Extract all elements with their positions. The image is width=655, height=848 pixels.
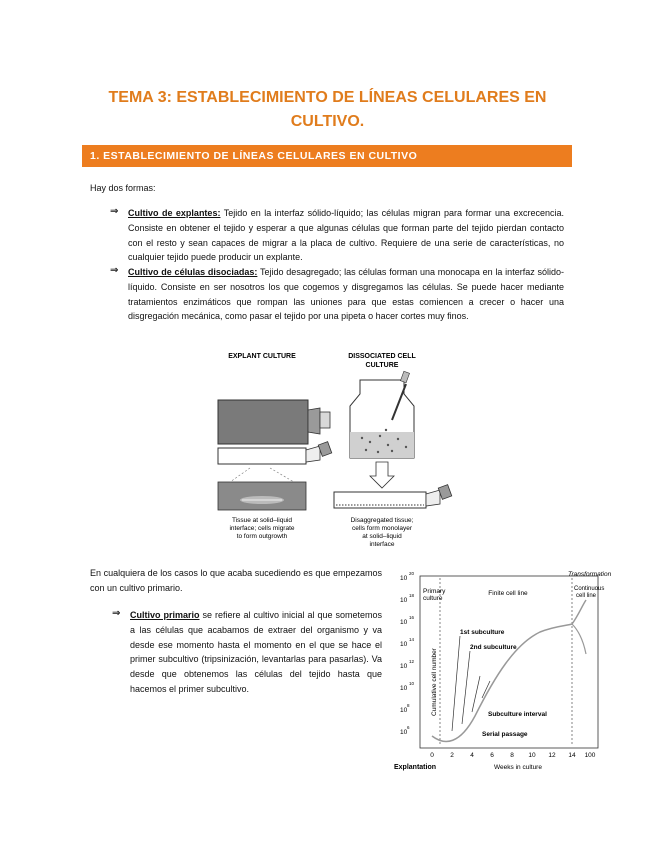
y-tick-base: 10 [400, 575, 408, 582]
x-axis-label: Weeks in culture [494, 764, 542, 771]
caption-line: Disaggregated tissue; [350, 517, 414, 524]
y-tick-exp: 12 [409, 659, 415, 664]
dissociated-flask-side [334, 485, 452, 508]
y-tick-base: 10 [400, 619, 408, 626]
x-tick: 14 [568, 752, 576, 759]
primary-culture-label [423, 588, 446, 602]
growth-curve [432, 600, 586, 741]
x-tick: 12 [548, 752, 556, 759]
down-arrow-icon [370, 462, 394, 488]
x-tick: 0 [430, 752, 434, 759]
section-heading: 1. ESTABLECIMIENTO DE LÍNEAS CELULARES EN CULTIVO [82, 145, 572, 167]
y-tick-exp: 10 [409, 681, 415, 686]
bullet-text: Tejido en la interfaz sólido-líquido; las células migran para formar una excrecencia. Consiste en obtener el tejido y esperar a que algunas células que forman parte del tejido pierdan contacto con el resto y sean capaces de migrar a la placa de cultivo. Requiere de una serie de características, no cualquier tejido puede producir un explante. [128, 208, 564, 263]
y-tick-base: 10 [400, 729, 408, 736]
x-tick: 4 [470, 752, 474, 759]
bullet-text: se refiere al cultivo inicial al que sometemos a las células que acabamos de extraer del organismo y va desde ese momento hasta el momento en el que se hace el primer subcultivo (tripsinización, levantarlas para pasarlas). Va desde que obtenemos las células del tejido hasta que hacemos el primer subcultivo. [130, 610, 382, 694]
caption-line: Tissue at solid–liquid [231, 517, 293, 524]
label-line: Primary [423, 588, 446, 595]
second-subculture-label: 2nd subculture [470, 644, 517, 651]
fig1-label-left: EXPLANT CULTURE [228, 353, 296, 360]
y-tick-base: 10 [400, 597, 408, 604]
y-tick-exp: 18 [409, 593, 415, 598]
explant-flask-side [218, 442, 332, 464]
x-tick: 8 [510, 752, 514, 759]
arrow-bullet-icon: ⇒ [110, 206, 119, 217]
caption-line: at solid–liquid [362, 533, 402, 540]
y-axis-ticks [400, 571, 415, 736]
arrow-bullet-icon: ⇒ [110, 265, 119, 276]
label-line: culture [423, 595, 443, 602]
y-tick-base: 10 [400, 685, 408, 692]
page-title: TEMA 3: ESTABLECIMIENTO DE LÍNEAS CELULARES EN CULTIVO. [108, 89, 547, 130]
continuous-cell-line-label [574, 586, 604, 599]
y-tick-exp: 6 [407, 725, 410, 730]
y-tick-base: 10 [400, 641, 408, 648]
culture-methods-figure [210, 350, 460, 555]
arrow-bullet-icon: ⇒ [112, 608, 121, 619]
finite-cell-line-label: Finite cell line [488, 590, 528, 597]
explant-magnified [218, 468, 306, 510]
cell-line-growth-figure [390, 566, 612, 776]
transformation-label: Transformation [568, 571, 612, 578]
x-tick: 100 [584, 752, 596, 759]
y-tick-exp: 16 [409, 615, 415, 620]
explantation-label: Explantation [394, 764, 437, 771]
y-tick-base: 10 [400, 663, 408, 670]
dissociated-bottle [350, 371, 414, 458]
explant-flask-top [218, 400, 330, 444]
label-line: cell line [576, 593, 597, 599]
bullet-primary [130, 608, 382, 697]
y-tick-exp: 20 [409, 571, 415, 576]
bullet-term: Cultivo de explantes: [128, 208, 221, 218]
caption-line: cells form monolayer [352, 525, 412, 532]
fig1-caption-left [229, 517, 294, 540]
x-tick: 6 [490, 752, 494, 759]
x-tick: 10 [528, 752, 536, 759]
bullet-dissociated [128, 265, 564, 324]
subculture-interval-label: Subculture interval [488, 711, 547, 718]
y-axis-label: Cumulative cell number [431, 648, 438, 716]
bullet-explant [128, 206, 564, 265]
x-axis-ticks [430, 752, 596, 759]
fig1-caption-right [351, 517, 414, 548]
caption-line: to form outgrowth [236, 533, 288, 540]
fig1-label-right-2: CULTURE [365, 362, 399, 369]
caption-line: interface; cells migrate [229, 525, 295, 532]
paragraph-primary-culture: En cualquiera de los casos lo que acaba sucediendo es que empezamos con un cultivo primario. [90, 568, 382, 593]
label-line: Continuous [574, 586, 605, 592]
y-tick-exp: 14 [409, 637, 415, 642]
x-tick: 2 [450, 752, 454, 759]
y-tick-exp: 8 [407, 703, 410, 708]
intro-text: Hay dos formas: [90, 183, 156, 193]
y-tick-base: 10 [400, 707, 408, 714]
bullet-term: Cultivo de células disociadas: [128, 267, 258, 277]
caption-line: interface [369, 541, 395, 548]
bullet-term: Cultivo primario [130, 610, 200, 620]
fig1-label-right-1: DISSOCIATED CELL [348, 353, 416, 360]
serial-passage-label: Serial passage [482, 731, 528, 738]
bullet-text: Tejido desagregado; las células forman una monocapa en la interfaz sólido-líquido. Consiste en ser nosotros los que cogemos y disgregamos las células. Se puede hacer mediante tratamientos enzimáticos que rompan las uniones para que estas comiencen a crecer o hacer una disgregación mecánica, como pasar el tejido por una pipeta o hacer cortes muy finos. [128, 267, 564, 322]
first-subculture-label: 1st subculture [460, 629, 505, 636]
